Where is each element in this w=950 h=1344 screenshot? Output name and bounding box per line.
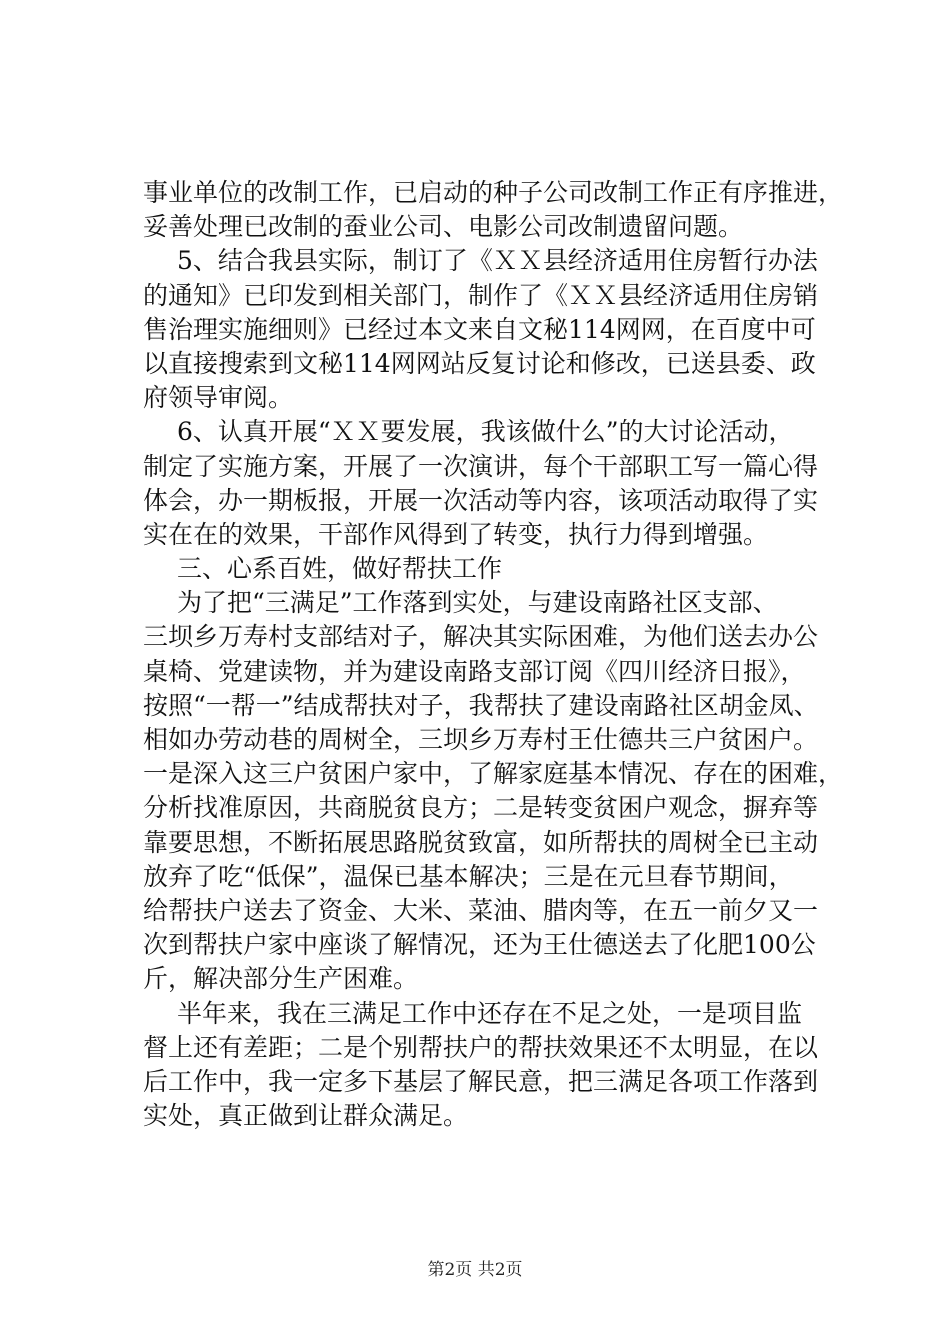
text-line: 三坝乡万寿村支部结对子，解决其实际困难，为他们送去办公 (143, 622, 819, 652)
text-line: 为了把“三满足”工作落到实处，与建设南路社区支部、 (177, 588, 778, 618)
text-line: 府领导审阅。 (143, 383, 294, 413)
text-line: 体会，办一期板报，开展一次活动等内容，该项活动取得了实 (143, 485, 819, 515)
text-line: 5、结合我县实际，制订了《ＸＸ县经济适用住房暂行办法 (177, 246, 818, 276)
text-line: 事业单位的改制工作，已启动的种子公司改制工作正有序推进， (143, 178, 843, 207)
text-line: 按照“一帮一”结成帮扶对子，我帮扶了建设南路社区胡金凤、 (143, 690, 819, 720)
text-line: 的通知》已印发到相关部门，制作了《ＸＸ县经济适用住房销 (143, 280, 819, 310)
text-line: 半年来，我在三满足工作中还存在不足之处，一是项目监 (177, 998, 803, 1028)
text-line: 售治理实施细则》已经过本文来自文秘114网网，在百度中可 (143, 314, 816, 344)
text-line: 相如办劳动巷的周树全，三坝乡万寿村王仕德共三户贫困户。 (143, 725, 819, 754)
page-number-label: 第2页 共2页 (427, 1260, 523, 1280)
page-footer (0, 1255, 950, 1280)
text-line: 实处，真正做到让群众满足。 (143, 1101, 469, 1131)
text-line: 督上还有差距；二是个别帮扶户的帮扶效果还不太明显，在以 (143, 1032, 819, 1062)
text-line: 给帮扶户送去了资金、大米、菜油、腊肉等，在五一前夕又一 (143, 895, 819, 925)
text-line: 实在在的效果，干部作风得到了转变，执行力得到增强。 (143, 519, 769, 549)
document-body (143, 176, 843, 1133)
text-line: 斤，解决部分生产困难。 (143, 964, 419, 994)
text-line: 一是深入这三户贫困户家中，了解家庭基本情况、存在的困难， (143, 759, 843, 789)
text-line: 放弃了吃“低保”，温保已基本解决；三是在元旦春节期间， (143, 861, 794, 891)
text-line: 以直接搜索到文秘114网网站反复讨论和修改，已送县委、政 (143, 348, 816, 378)
text-line: 桌椅、党建读物，并为建设南路支部订阅《四川经济日报》， (143, 656, 806, 686)
text-line: 后工作中，我一定多下基层了解民意，把三满足各项工作落到 (143, 1066, 819, 1096)
text-line: 6、认真开展“ＸＸ要发展，我该做什么”的大讨论活动， (177, 417, 794, 447)
text-line: 靠要思想，不断拓展思路脱贫致富，如所帮扶的周树全已主动 (143, 827, 819, 857)
text-line: 分析找准原因，共商脱贫良方；二是转变贫困户观念，摒弃等 (143, 793, 819, 823)
text-line: 三、心系百姓，做好帮扶工作 (177, 554, 503, 584)
text-line: 制定了实施方案，开展了一次演讲，每个干部职工写一篇心得 (143, 451, 819, 481)
text-line: 妥善处理已改制的蚕业公司、电影公司改制遗留问题。 (143, 212, 744, 242)
text-line: 次到帮扶户家中座谈了解情况，还为王仕德送去了化肥100公 (143, 930, 816, 960)
